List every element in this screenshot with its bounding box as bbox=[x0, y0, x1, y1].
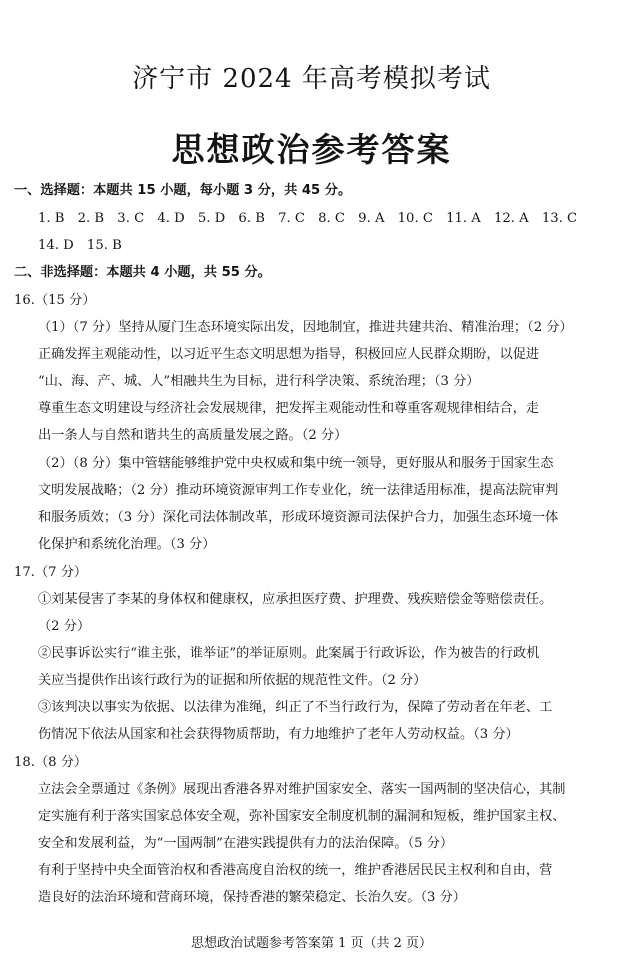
answer-line: （1）（7 分）坚持从厦门生态环境实际出发，因地制宜，推进共建共治、精准治理；（2 分） bbox=[38, 320, 573, 335]
answer-line: （2 分） bbox=[38, 619, 91, 634]
answer-line: 立法会全票通过《条例》展现出香港各界对维护国家安全、落实一国两制的坚决信心，其制 bbox=[38, 782, 566, 797]
answer-line: 正确发挥主观能动性，以习近平生态文明思想为指导，积极回应人民群众期盼，以促进 bbox=[38, 347, 540, 362]
question-heading: 17.（7 分） bbox=[14, 565, 88, 580]
section-heading-choice: 一、选择题：本题共 15 小题，每小题 3 分，共 45 分。 bbox=[14, 183, 352, 198]
answer-line: 文明发展战略；（2 分）推动环境资源审判工作专业化，统一法律适用标准，提高法院审判 bbox=[38, 483, 559, 498]
answer-line: 造良好的法治环境和营商环境，保持香港的繁荣稳定、长治久安。（3 分） bbox=[38, 890, 466, 905]
answer-line: 出一条人与自然和谐共生的高质量发展之路。（2 分） bbox=[38, 428, 348, 443]
answer-line: 14. D 15. B bbox=[38, 238, 122, 253]
answer-line: 化保护和系统化治理。（3 分） bbox=[38, 537, 216, 552]
question-heading: 18.（8 分） bbox=[14, 755, 88, 770]
section-heading-nonchoice: 二、非选择题：本题共 4 小题，共 55 分。 bbox=[14, 265, 271, 280]
answer-line: 伤情况下依法从国家和社会获得物质帮助，有力地维护了老年人劳动权益。（3 分） bbox=[38, 727, 519, 742]
document-title: 思想政治参考答案 bbox=[171, 130, 452, 169]
exam-title: 济宁市 2024 年高考模拟考试 bbox=[132, 64, 491, 94]
answer-line: 关应当提供作出该行政行为的证据和所依据的规范性文件。（2 分） bbox=[38, 673, 427, 688]
answer-line: “山、海、产、城、人”相融共生为目标，进行科学决策、系统治理；（3 分） bbox=[38, 374, 480, 389]
answer-line: 和服务质效；（3 分）深化司法体制改革，形成环境资源司法保护合力，加强生态环境一体 bbox=[38, 510, 559, 525]
answer-line: 定实施有利于落实国家总体安全观，弥补国家安全制度机制的漏洞和短板，维护国家主权、 bbox=[38, 809, 566, 824]
answer-line: 尊重生态文明建设与经济社会发展规律，把发挥主观能动性和尊重客观规律相结合，走 bbox=[38, 401, 540, 416]
page-footer: 思想政治试题参考答案第 1 页（共 2 页） bbox=[190, 936, 433, 951]
answer-line: 安全和发展利益，为“一国两制”在港实践提供有力的法治保障。（5 分） bbox=[38, 836, 454, 851]
answer-line: 有利于坚持中央全面管治权和香港高度自治权的统一，维护香港居民民主权利和自由，营 bbox=[38, 863, 553, 878]
question-heading: 16.（15 分） bbox=[14, 293, 96, 308]
answer-line: ③该判决以事实为依据、以法律为准绳，纠正了不当行政行为，保障了劳动者在年老、工 bbox=[38, 700, 553, 715]
answer-line: （2）（8 分）集中管辖能够维护党中央权威和集中统一领导，更好服从和服务于国家生态 bbox=[38, 456, 554, 471]
answer-line: 1. B 2. B 3. C 4. D 5. D 6. B 7. C 8. C 9. A 10. C 11. A 12. A 13. C bbox=[38, 211, 578, 226]
answer-line: ②民事诉讼实行“谁主张，谁举证”的举证原则。此案属于行政诉讼，作为被告的行政机 bbox=[38, 646, 540, 661]
answer-line: ①刘某侵害了李某的身体权和健康权，应承担医疗费、护理费、残疾赔偿金等赔偿责任。 bbox=[38, 592, 553, 607]
